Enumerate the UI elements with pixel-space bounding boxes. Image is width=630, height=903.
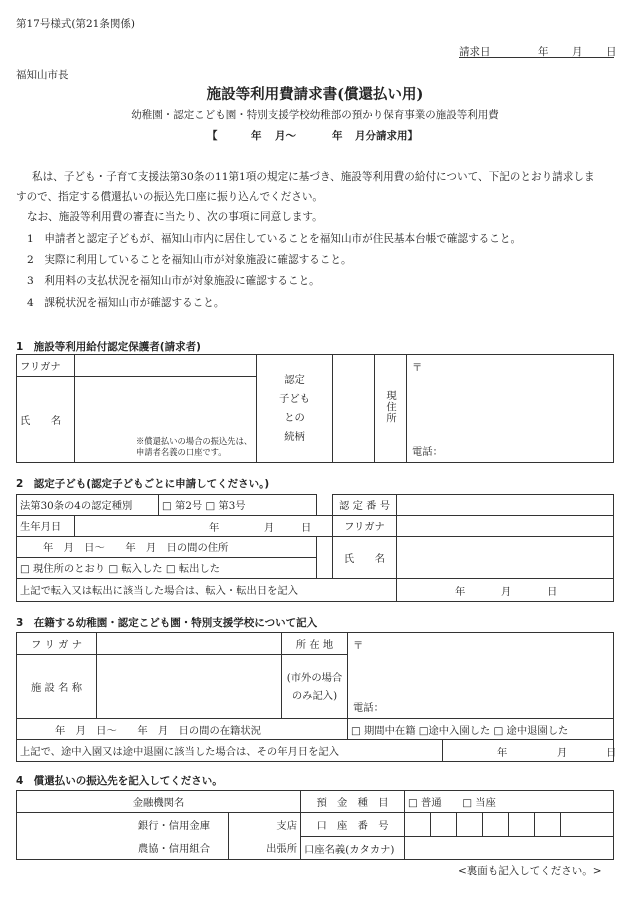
request-date-year: 年 bbox=[538, 46, 549, 58]
period-address-label: 年 月 日～ 年 月 日の間の住所 bbox=[17, 536, 317, 557]
birth-year: 年 bbox=[209, 521, 220, 534]
account-no-field[interactable] bbox=[405, 813, 614, 837]
account-digit-box[interactable] bbox=[483, 813, 509, 836]
bank-name-label: 金融機関名 bbox=[17, 791, 301, 813]
child-furigana-field[interactable] bbox=[397, 515, 614, 536]
consent-text: 実際に利用していることを福知山市が対象施設に確認すること。 bbox=[44, 254, 352, 266]
intro-line-2: すので、指定する償還払いの振込先口座に振り込んでください。 bbox=[16, 191, 324, 203]
birth-month: 月 bbox=[264, 521, 275, 534]
section1-heading: 1 施設等利用給付認定保護者(請求者) bbox=[16, 341, 201, 353]
account-no-label: 口 座 番 号 bbox=[301, 813, 405, 837]
child-name-label: 氏 名 bbox=[333, 536, 397, 578]
relation-label-4: 続柄 bbox=[284, 430, 305, 443]
consent-text: 利用料の支払状況を福知山市が対象施設に確認すること。 bbox=[44, 275, 320, 287]
account-digit-box[interactable] bbox=[431, 813, 457, 836]
spacer bbox=[317, 536, 333, 578]
consent-item bbox=[27, 274, 320, 289]
phone-label: 電話： bbox=[412, 446, 443, 458]
request-date-month: 月 bbox=[572, 46, 583, 58]
move-day: 日 bbox=[547, 585, 558, 598]
location-field[interactable] bbox=[348, 633, 614, 719]
child-table bbox=[16, 494, 614, 602]
account-name-field[interactable] bbox=[405, 837, 614, 860]
period-open: 【 bbox=[207, 130, 218, 142]
facility-name-field[interactable] bbox=[97, 655, 282, 719]
form-number: 第17号様式(第21条関係) bbox=[16, 18, 135, 30]
footer-note: <裏面も記入してください。> bbox=[458, 865, 602, 877]
cert-no-label: 認 定 番 号 bbox=[333, 495, 397, 516]
branch-1: 支店 bbox=[229, 813, 301, 837]
page-subtitle: 幼稚園・認定こども園・特別支援学校幼稚部の預かり保育事業の施設等利用費 bbox=[131, 109, 499, 121]
consent-no: 4 bbox=[27, 297, 34, 309]
midway-date-field[interactable] bbox=[443, 740, 617, 762]
account-name-label: 口座名義(カタカナ) bbox=[301, 837, 405, 860]
account-digit-box[interactable] bbox=[535, 813, 561, 836]
address-field[interactable] bbox=[407, 355, 614, 463]
facility-phone-label: 電話： bbox=[353, 702, 384, 714]
cert-no-field[interactable] bbox=[397, 495, 614, 516]
guardian-furigana-label: フリガナ bbox=[17, 355, 75, 377]
account-digit-box[interactable] bbox=[509, 813, 535, 836]
deposit-type-label: 預 金 種 目 bbox=[301, 791, 405, 813]
facility-name-label: 施 設 名 称 bbox=[17, 655, 97, 719]
addressee: 福知山市長 bbox=[16, 69, 69, 81]
address-label-text: 現住所 bbox=[384, 390, 396, 424]
guardian-name-label: 氏 名 bbox=[17, 377, 75, 463]
midway-day: 日 bbox=[606, 747, 617, 759]
location-label: 所 在 地 bbox=[282, 633, 348, 655]
section4-heading: 4 償還払いの振込先を記入してください。 bbox=[16, 775, 223, 787]
relation-label-3: との bbox=[284, 411, 305, 424]
period-month2: 月分請求用】 bbox=[355, 130, 418, 142]
guardian-table bbox=[16, 354, 614, 463]
consent-text: 課税状況を福知山市が確認すること。 bbox=[44, 297, 225, 309]
midway-month: 月 bbox=[557, 747, 568, 759]
period-line bbox=[207, 128, 427, 142]
consent-item bbox=[27, 296, 224, 311]
facility-furigana-field[interactable] bbox=[97, 633, 282, 655]
relation-label-2: 子ども bbox=[279, 392, 310, 405]
relation-field[interactable] bbox=[333, 355, 375, 463]
consent-no: 2 bbox=[27, 254, 34, 266]
cert-type-label: 法第30条の4の認定種別 bbox=[17, 495, 159, 516]
consent-item bbox=[27, 232, 521, 247]
address-label bbox=[375, 355, 407, 463]
relation-label bbox=[257, 355, 333, 463]
location-note: (市外の場合のみ記入) bbox=[282, 655, 348, 719]
section3-heading: 3 在籍する幼稚園・認定こども園・特別支援学校について記入 bbox=[16, 617, 318, 629]
request-date bbox=[459, 44, 617, 58]
child-name-field[interactable] bbox=[397, 536, 614, 578]
consent-item bbox=[27, 253, 352, 268]
account-digit-box[interactable] bbox=[561, 813, 613, 836]
midway-label: 上記で、途中入園又は途中退園に該当した場合は、その年月日を記入 bbox=[17, 740, 443, 762]
period-year2: 年 bbox=[332, 130, 343, 142]
guardian-name-field[interactable] bbox=[75, 377, 257, 463]
intro-line-1: 私は、子ども・子育て支援法第30条の11第1項の規定に基づき、施設等利用費の給付について、下記のとおり請求しま bbox=[32, 171, 595, 183]
birth-label: 生年月日 bbox=[17, 515, 75, 536]
period-year1: 年 bbox=[251, 130, 262, 142]
move-date-field[interactable] bbox=[397, 578, 614, 601]
bank-type-1: 銀行・信用金庫 bbox=[17, 813, 229, 837]
name-note: ※償還払いの場合の振込先は、申請者名義の口座です。 bbox=[136, 436, 253, 457]
bank-table bbox=[16, 790, 614, 860]
move-month: 月 bbox=[501, 585, 512, 598]
birth-field[interactable] bbox=[75, 515, 333, 536]
relation-label-1: 認定 bbox=[284, 373, 305, 386]
facility-furigana-label: フ リ ガ ナ bbox=[17, 633, 97, 655]
facility-table bbox=[16, 632, 617, 762]
move-label: 上記で転入又は転出に該当した場合は、転入・転出日を記入 bbox=[17, 578, 397, 601]
period-month1: 月～ bbox=[275, 130, 296, 142]
guardian-furigana-field[interactable] bbox=[75, 355, 257, 377]
spacer bbox=[317, 495, 333, 516]
page-title: 施設等利用費請求書(償還払い用) bbox=[206, 86, 424, 103]
child-furigana-label: フリガナ bbox=[333, 515, 397, 536]
branch-2: 出張所 bbox=[229, 837, 301, 860]
postal-mark: 〒 bbox=[412, 362, 423, 374]
address-options[interactable]: □ 現住所のとおり □ 転入した □ 転出した bbox=[17, 557, 317, 578]
section2-heading: 2 認定子ども(認定子どもごとに申請してください。) bbox=[16, 478, 270, 490]
deposit-type-options[interactable]: □ 普通 □ 当座 bbox=[405, 791, 614, 813]
account-digit-box[interactable] bbox=[405, 813, 431, 836]
request-date-label: 請求日 bbox=[459, 46, 491, 58]
consent-no: 3 bbox=[27, 275, 34, 287]
move-year: 年 bbox=[455, 585, 466, 598]
status-label: 年 月 日～ 年 月 日の間の在籍状況 bbox=[17, 719, 348, 740]
account-digit-box[interactable] bbox=[457, 813, 483, 836]
bank-type-2: 農協・信用組合 bbox=[17, 837, 229, 860]
cert-type-options[interactable]: □ 第2号 □ 第3号 bbox=[159, 495, 317, 516]
facility-postal-mark: 〒 bbox=[353, 640, 364, 652]
status-options[interactable]: □ 期間中在籍 □途中入園した □ 途中退園した bbox=[348, 719, 614, 740]
consent-no: 1 bbox=[27, 233, 34, 245]
request-date-day: 日 bbox=[606, 46, 617, 58]
birth-day: 日 bbox=[301, 521, 312, 534]
intro-line-3: なお、施設等利用費の審査に当たり、次の事項に同意します。 bbox=[27, 211, 323, 223]
midway-year: 年 bbox=[497, 747, 508, 759]
consent-text: 申請者と認定子どもが、福知山市内に居住していることを福知山市が住民基本台帳で確認すること。 bbox=[44, 233, 522, 245]
